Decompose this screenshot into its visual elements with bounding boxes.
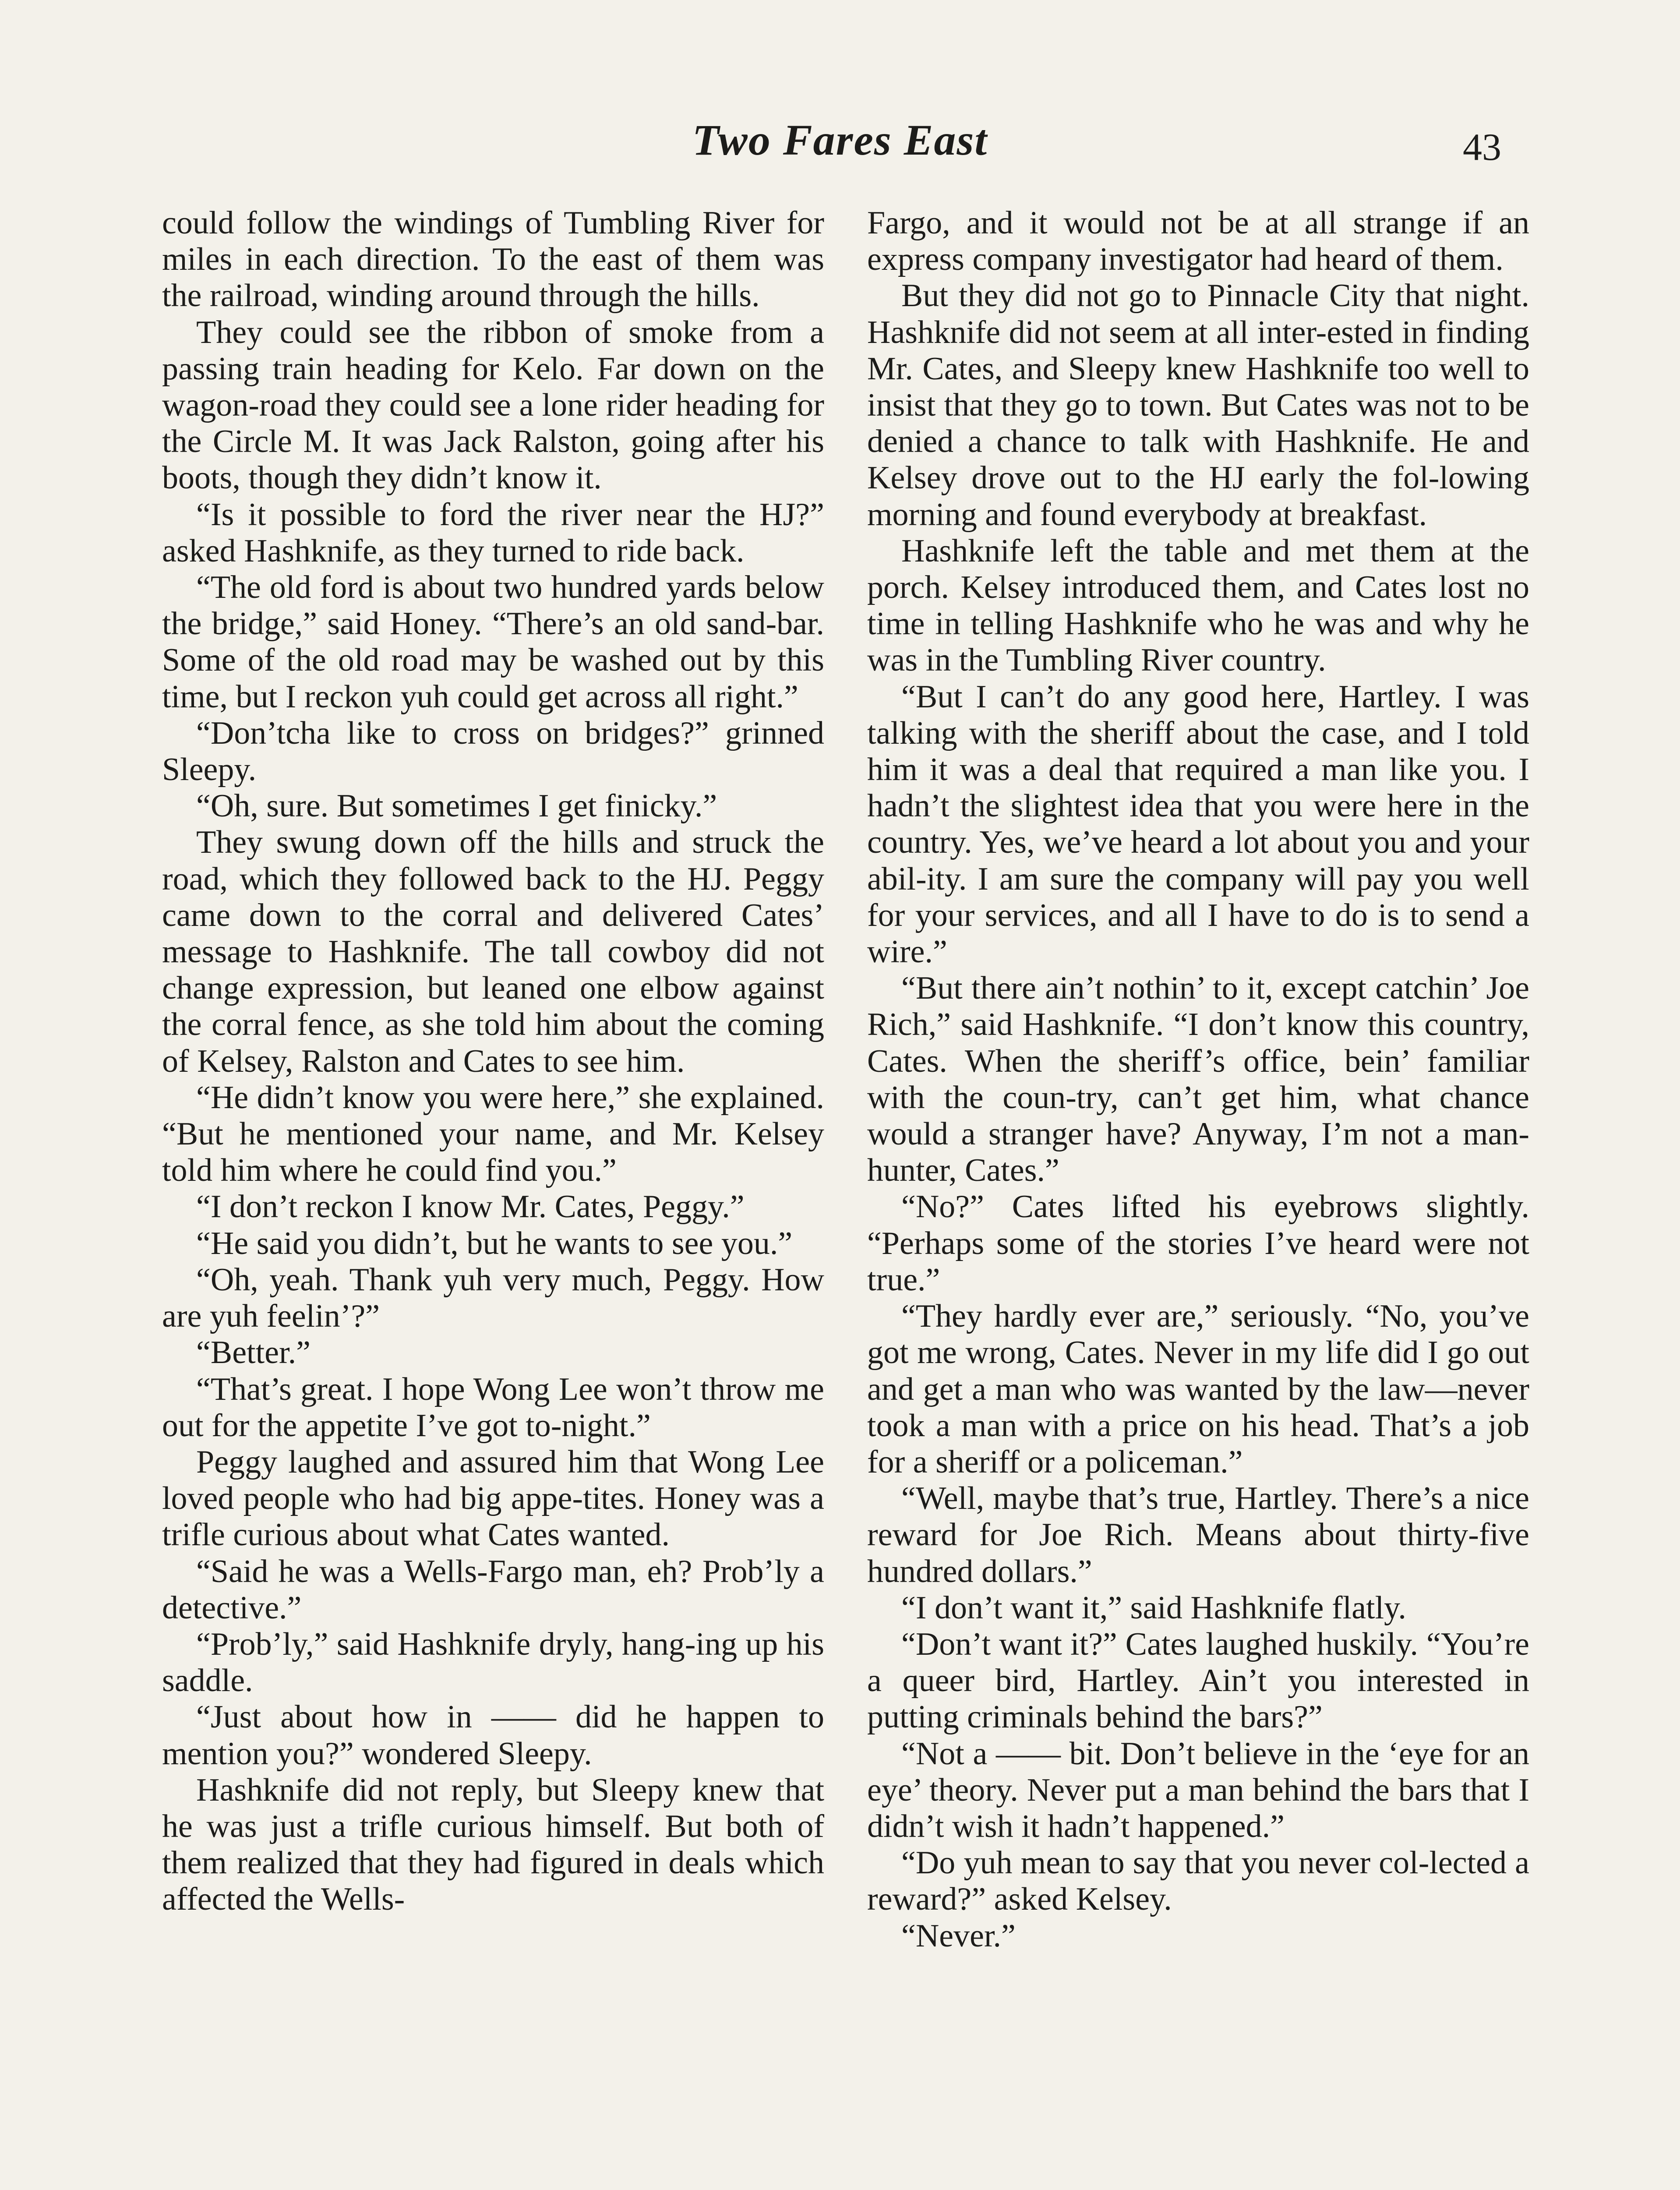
paragraph: But they did not go to Pinnacle City that night. Hashknife did not seem at all inter-ested in finding Mr. Cates, and Sleepy knew Hashknife too well to insist that they go to town. But Cates was not to be denied a chance to talk with Hashknife. He and Kelsey drove out to the HJ early the fol-lowing morning and found everybody at breakfast. [867, 278, 1529, 533]
paragraph: “No?” Cates lifted his eyebrows slightly. “Perhaps some of the stories I’ve heard were not true.” [867, 1189, 1529, 1298]
text-column-right [867, 205, 1529, 1954]
paragraph: “Don’tcha like to cross on bridges?” grinned Sleepy. [162, 715, 824, 788]
paragraph: “Oh, sure. But sometimes I get finicky.” [196, 788, 717, 824]
paragraph: could follow the windings of Tumbling River for miles in each direction. To the east of them was the railroad, winding around through the hills. [162, 205, 824, 314]
paragraph: “They hardly ever are,” seriously. “No, you’ve got me wrong, Cates. Never in my life did I go out and get a man who was wanted by the law—never took a man with a price on his head. That’s a job for a sheriff or a policeman.” [867, 1298, 1529, 1480]
paragraph: “But I can’t do any good here, Hartley. I was talking with the sheriff about the case, and I told him it was a deal that required a man like you. I hadn’t the slightest idea that you were here in the country. Yes, we’ve heard a lot about you and your abil-ity. I am sure the company will pay you well for your services, and all I have to do is to send a wire.” [867, 678, 1529, 970]
paragraph: “I don’t want it,” said Hashknife flatly. [901, 1590, 1406, 1626]
paragraph: “Is it possible to ford the river near the HJ?” asked Hashknife, as they turned to ride back. [162, 496, 824, 569]
paragraph: Hashknife left the table and met them at the porch. Kelsey introduced them, and Cates lost no time in telling Hashknife who he was and why he was in the Tumbling River country. [867, 533, 1529, 678]
paragraph: They swung down off the hills and struck the road, which they followed back to the HJ. Peggy came down to the corral and delivered Cates’ message to Hashknife. The tall cowboy did not change expression, but leaned one elbow against the corral fence, as she told him about the coming of Kelsey, Ralston and Cates to see him. [162, 824, 824, 1079]
paragraph: “Said he was a Wells-Fargo man, eh? Prob’ly a detective.” [162, 1553, 824, 1626]
paragraph: “Never.” [901, 1918, 1016, 1954]
paragraph: “Oh, yeah. Thank yuh very much, Peggy. How are yuh feelin’?” [162, 1261, 824, 1335]
paragraph: “He said you didn’t, but he wants to see you.” [196, 1225, 793, 1261]
page-number: 43 [1463, 126, 1501, 169]
paragraph: Peggy laughed and assured him that Wong Lee loved people who had big appe-tites. Honey was a trifle curious about what Cates wanted. [162, 1444, 824, 1553]
paragraph: Fargo, and it would not be at all strange if an express company investigator had heard of them. [867, 205, 1529, 278]
paragraph: “Do yuh mean to say that you never col-lected a reward?” asked Kelsey. [867, 1845, 1529, 1918]
paragraph: “But there ain’t nothin’ to it, except catchin’ Joe Rich,” said Hashknife. “I don’t know this country, Cates. When the sheriff’s office, bein’ familiar with the coun-try, can’t get him, what chance would a stranger have? Anyway, I’m not a man-hunter, Cates.” [867, 970, 1529, 1189]
paragraph: “Prob’ly,” said Hashknife dryly, hang-ing up his saddle. [162, 1626, 824, 1699]
running-head-title: Two Fares East [692, 116, 988, 164]
paragraph: “That’s great. I hope Wong Lee won’t throw me out for the appetite I’ve got to-night.” [162, 1371, 824, 1444]
paragraph: “He didn’t know you were here,” she explained. “But he mentioned your name, and Mr. Kelsey told him where he could find you.” [162, 1079, 824, 1189]
paragraph: “Better.” [196, 1335, 311, 1371]
text-column-left [162, 205, 824, 1918]
paragraph: They could see the ribbon of smoke from a passing train heading for Kelo. Far down on the wagon-road they could see a lone rider heading for the Circle M. It was Jack Ralston, going after his boots, though they didn’t know it. [162, 314, 824, 496]
paragraph: “Don’t want it?” Cates laughed huskily. “You’re a queer bird, Hartley. Ain’t you interested in putting criminals behind the bars?” [867, 1626, 1529, 1735]
paragraph: “I don’t reckon I know Mr. Cates, Peggy.” [196, 1189, 745, 1225]
paragraph: “Well, maybe that’s true, Hartley. There’s a nice reward for Joe Rich. Means about thirty-five hundred dollars.” [867, 1480, 1529, 1590]
paragraph: “The old ford is about two hundred yards below the bridge,” said Honey. “There’s an old sand-bar. Some of the old road may be washed out by this time, but I reckon yuh could get across all right.” [162, 569, 824, 715]
paragraph: “Not a —— bit. Don’t believe in the ‘eye for an eye’ theory. Never put a man behind the bars that I didn’t wish it hadn’t happened.” [867, 1735, 1529, 1844]
paragraph: Hashknife did not reply, but Sleepy knew that he was just a trifle curious himself. But both of them realized that they had figured in deals which affected the Wells- [162, 1772, 824, 1918]
paragraph: “Just about how in —— did he happen to mention you?” wondered Sleepy. [162, 1699, 824, 1772]
